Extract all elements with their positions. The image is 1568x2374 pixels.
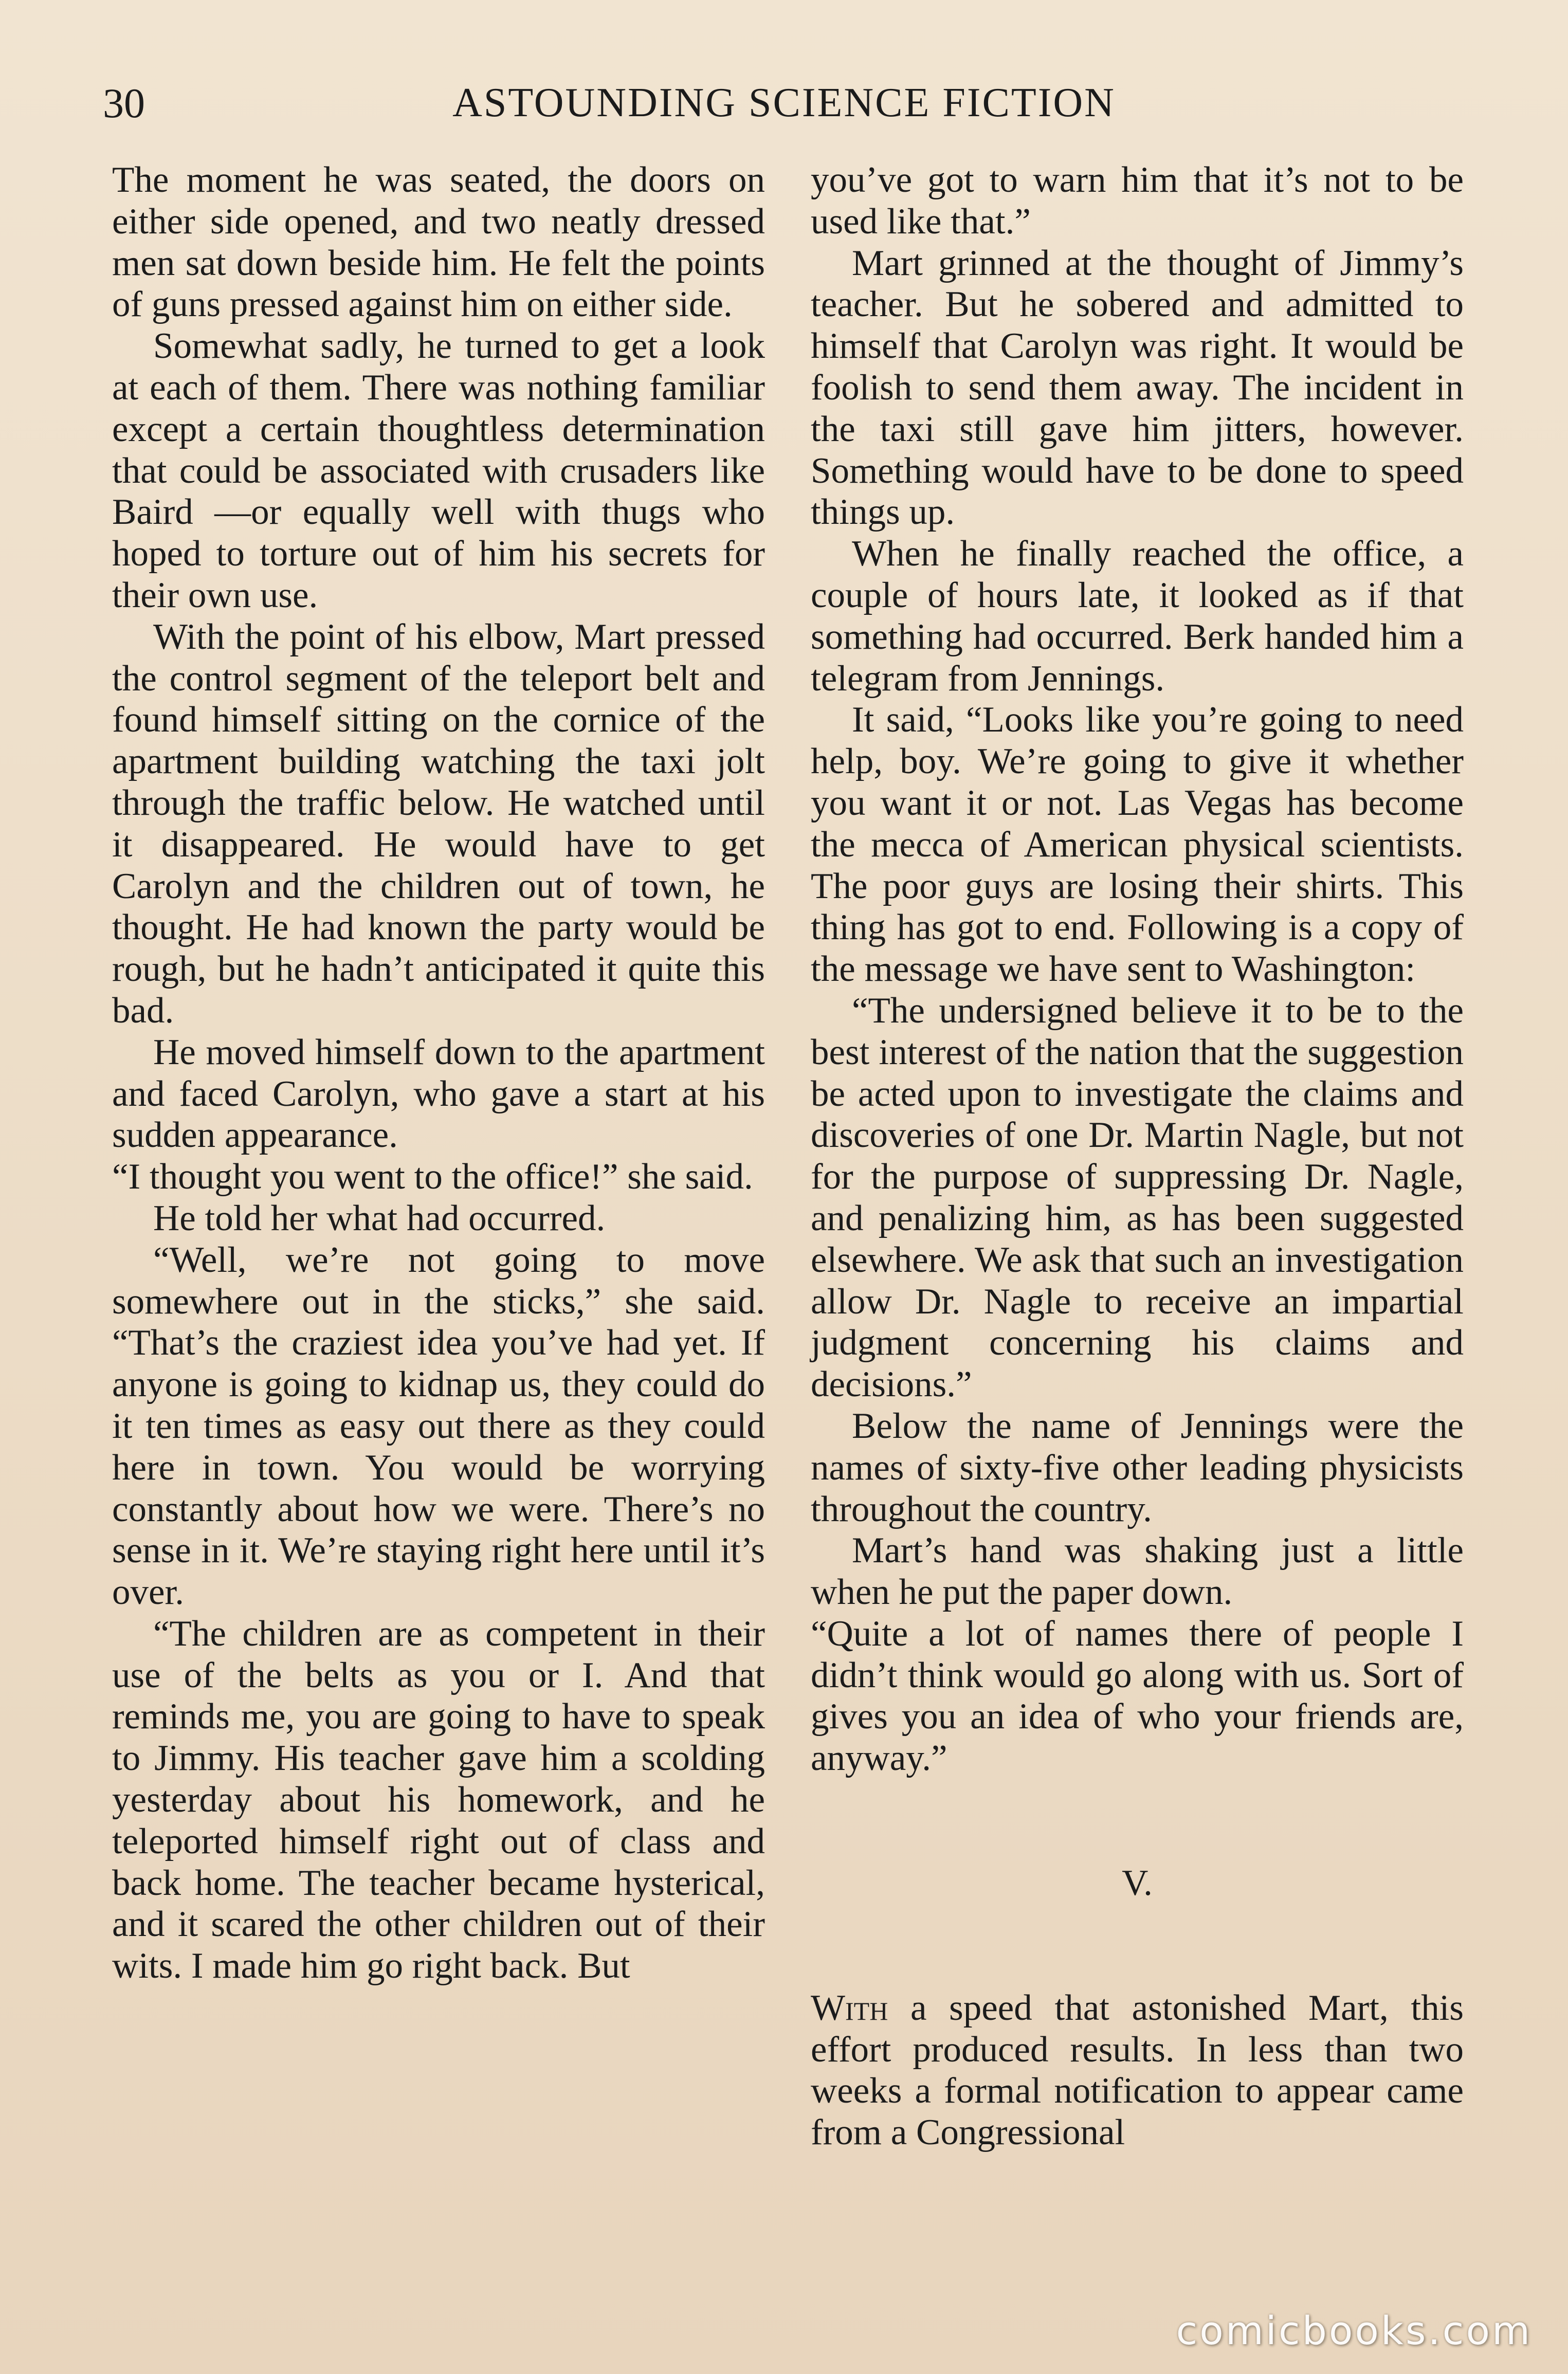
running-title: ASTOUNDING SCIENCE FICTION [452,80,1116,125]
paragraph: “Quite a lot of names there of people I didn’t think would go along with us. Sort of gives you an idea of who your friends are, anyway.” [811,1613,1464,1779]
paragraph: When he finally reached the office, a couple of hours late, it looked as if that something had occurred. Berk handed him a telegram from Jennings. [811,534,1464,699]
paragraph: It said, “Looks like you’re going to need help, boy. We’re going to give it whether you want it or not. Las Vegas has become the mecca of American physical scientists. The poor guys are losing their shirts. This thing has got to end. Following is a copy of the message we have sent to Washington: [811,700,1464,990]
section-opening-paragraph [811,1987,1464,2153]
paragraph: Mart grinned at the thought of Jimmy’s teacher. But he sobered and admitted to himself that Carolyn was right. It would be foolish to send them away. The incident in the taxi still gave him jitters, however. Something would have to be done to speed things up. [811,243,1464,533]
page-number: 30 [103,80,145,126]
paragraph: With the point of his elbow, Mart pressed the control segment of the teleport belt and found himself sitting on the cornice of the apartment building watching the taxi jolt through the traffic below. He watched until it disappeared. He would have to get Carolyn and the children out of town, he thought. He had known the party would be rough, but he hadn’t anticipated it quite this bad. [112,616,765,1031]
paragraph: “The children are as competent in their use of the belts as you or I. And that reminds me, you are going to have to speak to Jimmy. His teacher gave him a scolding yesterday about his homework, and he teleported himself right out of class and back home. The teacher became hysterical, and it scared the other children out of their wits. I made him go right back. But [112,1613,765,1986]
section-paragraph-text: a speed that astonished Mart, this effort produced results. In less than two weeks a formal notification to appear came from a Congressional [811,1987,1464,2153]
paragraph: “The undersigned believe it to be to the best interest of the nation that the suggestion be acted upon to investigate the claims and discoveries of one Dr. Martin Nagle, but not for the purpose of suppressing Dr. Nagle, and penalizing him, as has been suggested elsewhere. We ask that such an investigation allow Dr. Nagle to receive an impartial judgment concerning his claims and decisions.” [811,990,1464,1405]
paragraph: The moment he was seated, the doors on either side opened, and two neatly dressed men sat down beside him. He felt the points of guns pressed against him on either side. [112,160,765,325]
right-column [811,159,1464,2153]
paragraph: Below the name of Jennings were the names of sixty-five other leading physicists throughout the country. [811,1405,1464,1529]
paragraph: Mart’s hand was shaking just a little when he put the paper down. [811,1530,1464,1613]
paragraph: “I thought you went to the office!” she said. [112,1157,753,1197]
watermark: comicbooks.com [1176,2308,1532,2353]
paragraph: He told her what had occurred. [153,1198,606,1238]
paragraph: Somewhat sadly, he turned to get a look at each of them. There was nothing familiar except a certain thoughtless determination that could be associated with crusaders like Baird —or equally well with thugs who hoped to torture out of him his secrets for their own use. [112,326,765,615]
paragraph: He moved himself down to the apartment and faced Carolyn, who gave a start at his sudden appearance. [112,1032,765,1156]
paragraph: you’ve got to warn him that it’s not to be used like that.” [811,160,1464,242]
section-first-word: With [811,1987,888,2028]
left-column [112,159,765,1987]
section-heading: V. [1122,1863,1153,1904]
paragraph: “Well, we’re not going to move somewhere out in the sticks,” she said. “That’s the craziest idea you’ve had yet. If anyone is going to kidnap us, they could do it ten times as easy out there as they could here in town. You would be worrying constantly about how we were. There’s no sense in it. We’re staying right here until it’s over. [112,1239,765,1613]
